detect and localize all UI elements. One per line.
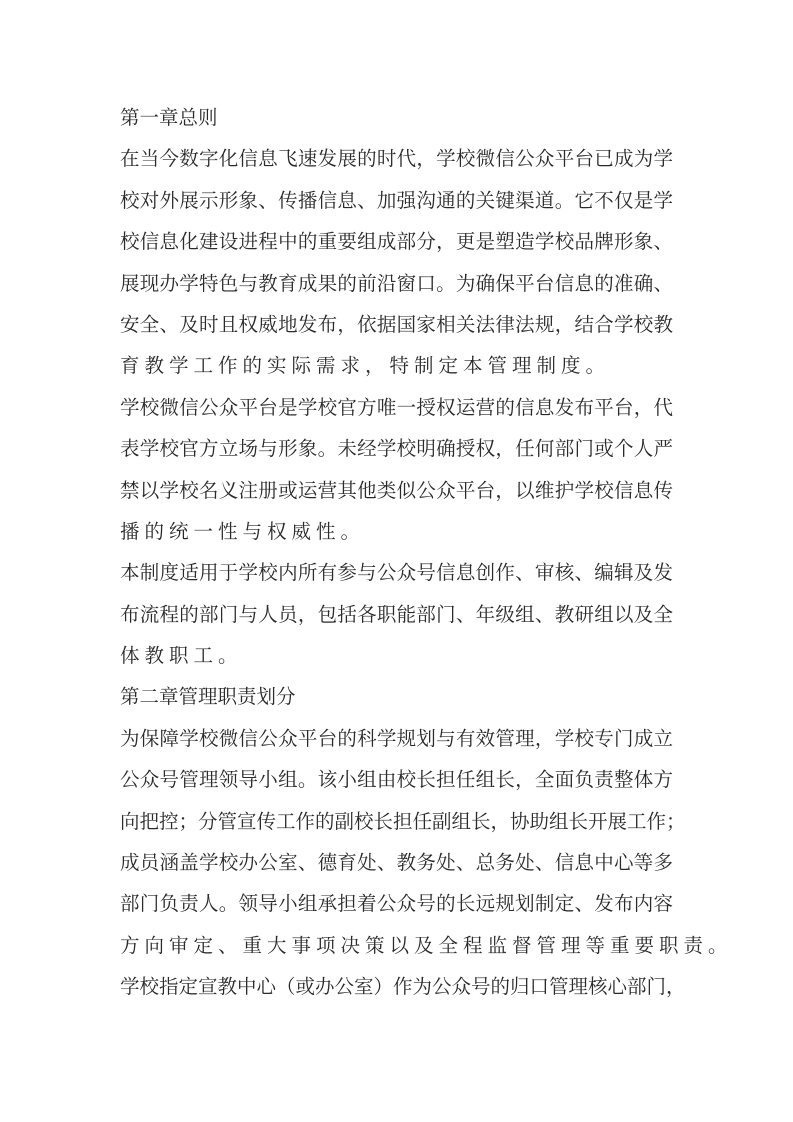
paragraph-line: 学校微信公众平台是学校官方唯一授权运营的信息发布平台，代 [120,395,673,419]
paragraph-line: 向把控；分管宣传工作的副校长担任副组长，协助组长开展工作； [120,809,686,833]
paragraph-line: 公众号管理领导小组。该小组由校长担任组长，全面负责整体方 [120,768,673,792]
chapter-heading: 第一章总则 [120,106,218,129]
paragraph-line: 学校指定宣教中心（或办公室）作为公众号的归口管理核心部门， [120,975,686,999]
paragraph-line: 部门负责人。领导小组承担着公众号的长远规划制定、发布内容 [120,892,673,916]
paragraph-line: 禁以学校名义注册或运营其他类似公众平台，以维护学校信息传 [120,478,673,502]
paragraph-line: 体教职工。 [120,644,243,668]
chapter-heading: 第二章管理职责划分 [120,685,296,709]
paragraph-line: 在当今数字化信息飞速发展的时代，学校微信公众平台已成为学 [120,147,673,171]
paragraph-line: 安全、及时且权威地发布，依据国家相关法律法规，结合学校教 [120,312,673,336]
paragraph-line: 为保障学校微信公众平台的科学规划与有效管理，学校专门成立 [120,726,673,750]
paragraph-line: 展现办学特色与教育成果的前沿窗口。为确保平台信息的准确、 [120,271,673,295]
paragraph-line: 本制度适用于学校内所有参与公众号信息创作、审核、编辑及发 [120,561,673,585]
paragraph-line: 校对外展示形象、传播信息、加强沟通的关键渠道。它不仅是学 [120,188,673,212]
paragraph-line: 育教学工作的实际需求，特制定本管理制度。 [120,354,611,378]
paragraph-line: 布流程的部门与人员，包括各职能部门、年级组、教研组以及全 [120,602,673,626]
document-body [120,97,733,1008]
paragraph-line: 表学校官方立场与形象。未经学校明确授权，任何部门或个人严 [120,437,673,461]
paragraph-line: 校信息化建设进程中的重要组成部分，更是塑造学校品牌形象、 [120,230,673,254]
paragraph-line: 播的统一性与权威性。 [120,519,366,543]
paragraph-line: 成员涵盖学校办公室、德育处、教务处、总务处、信息中心等多 [120,851,673,875]
paragraph-line: 方向审定、重大事项决策以及全程监督管理等重要职责。 [120,933,733,957]
